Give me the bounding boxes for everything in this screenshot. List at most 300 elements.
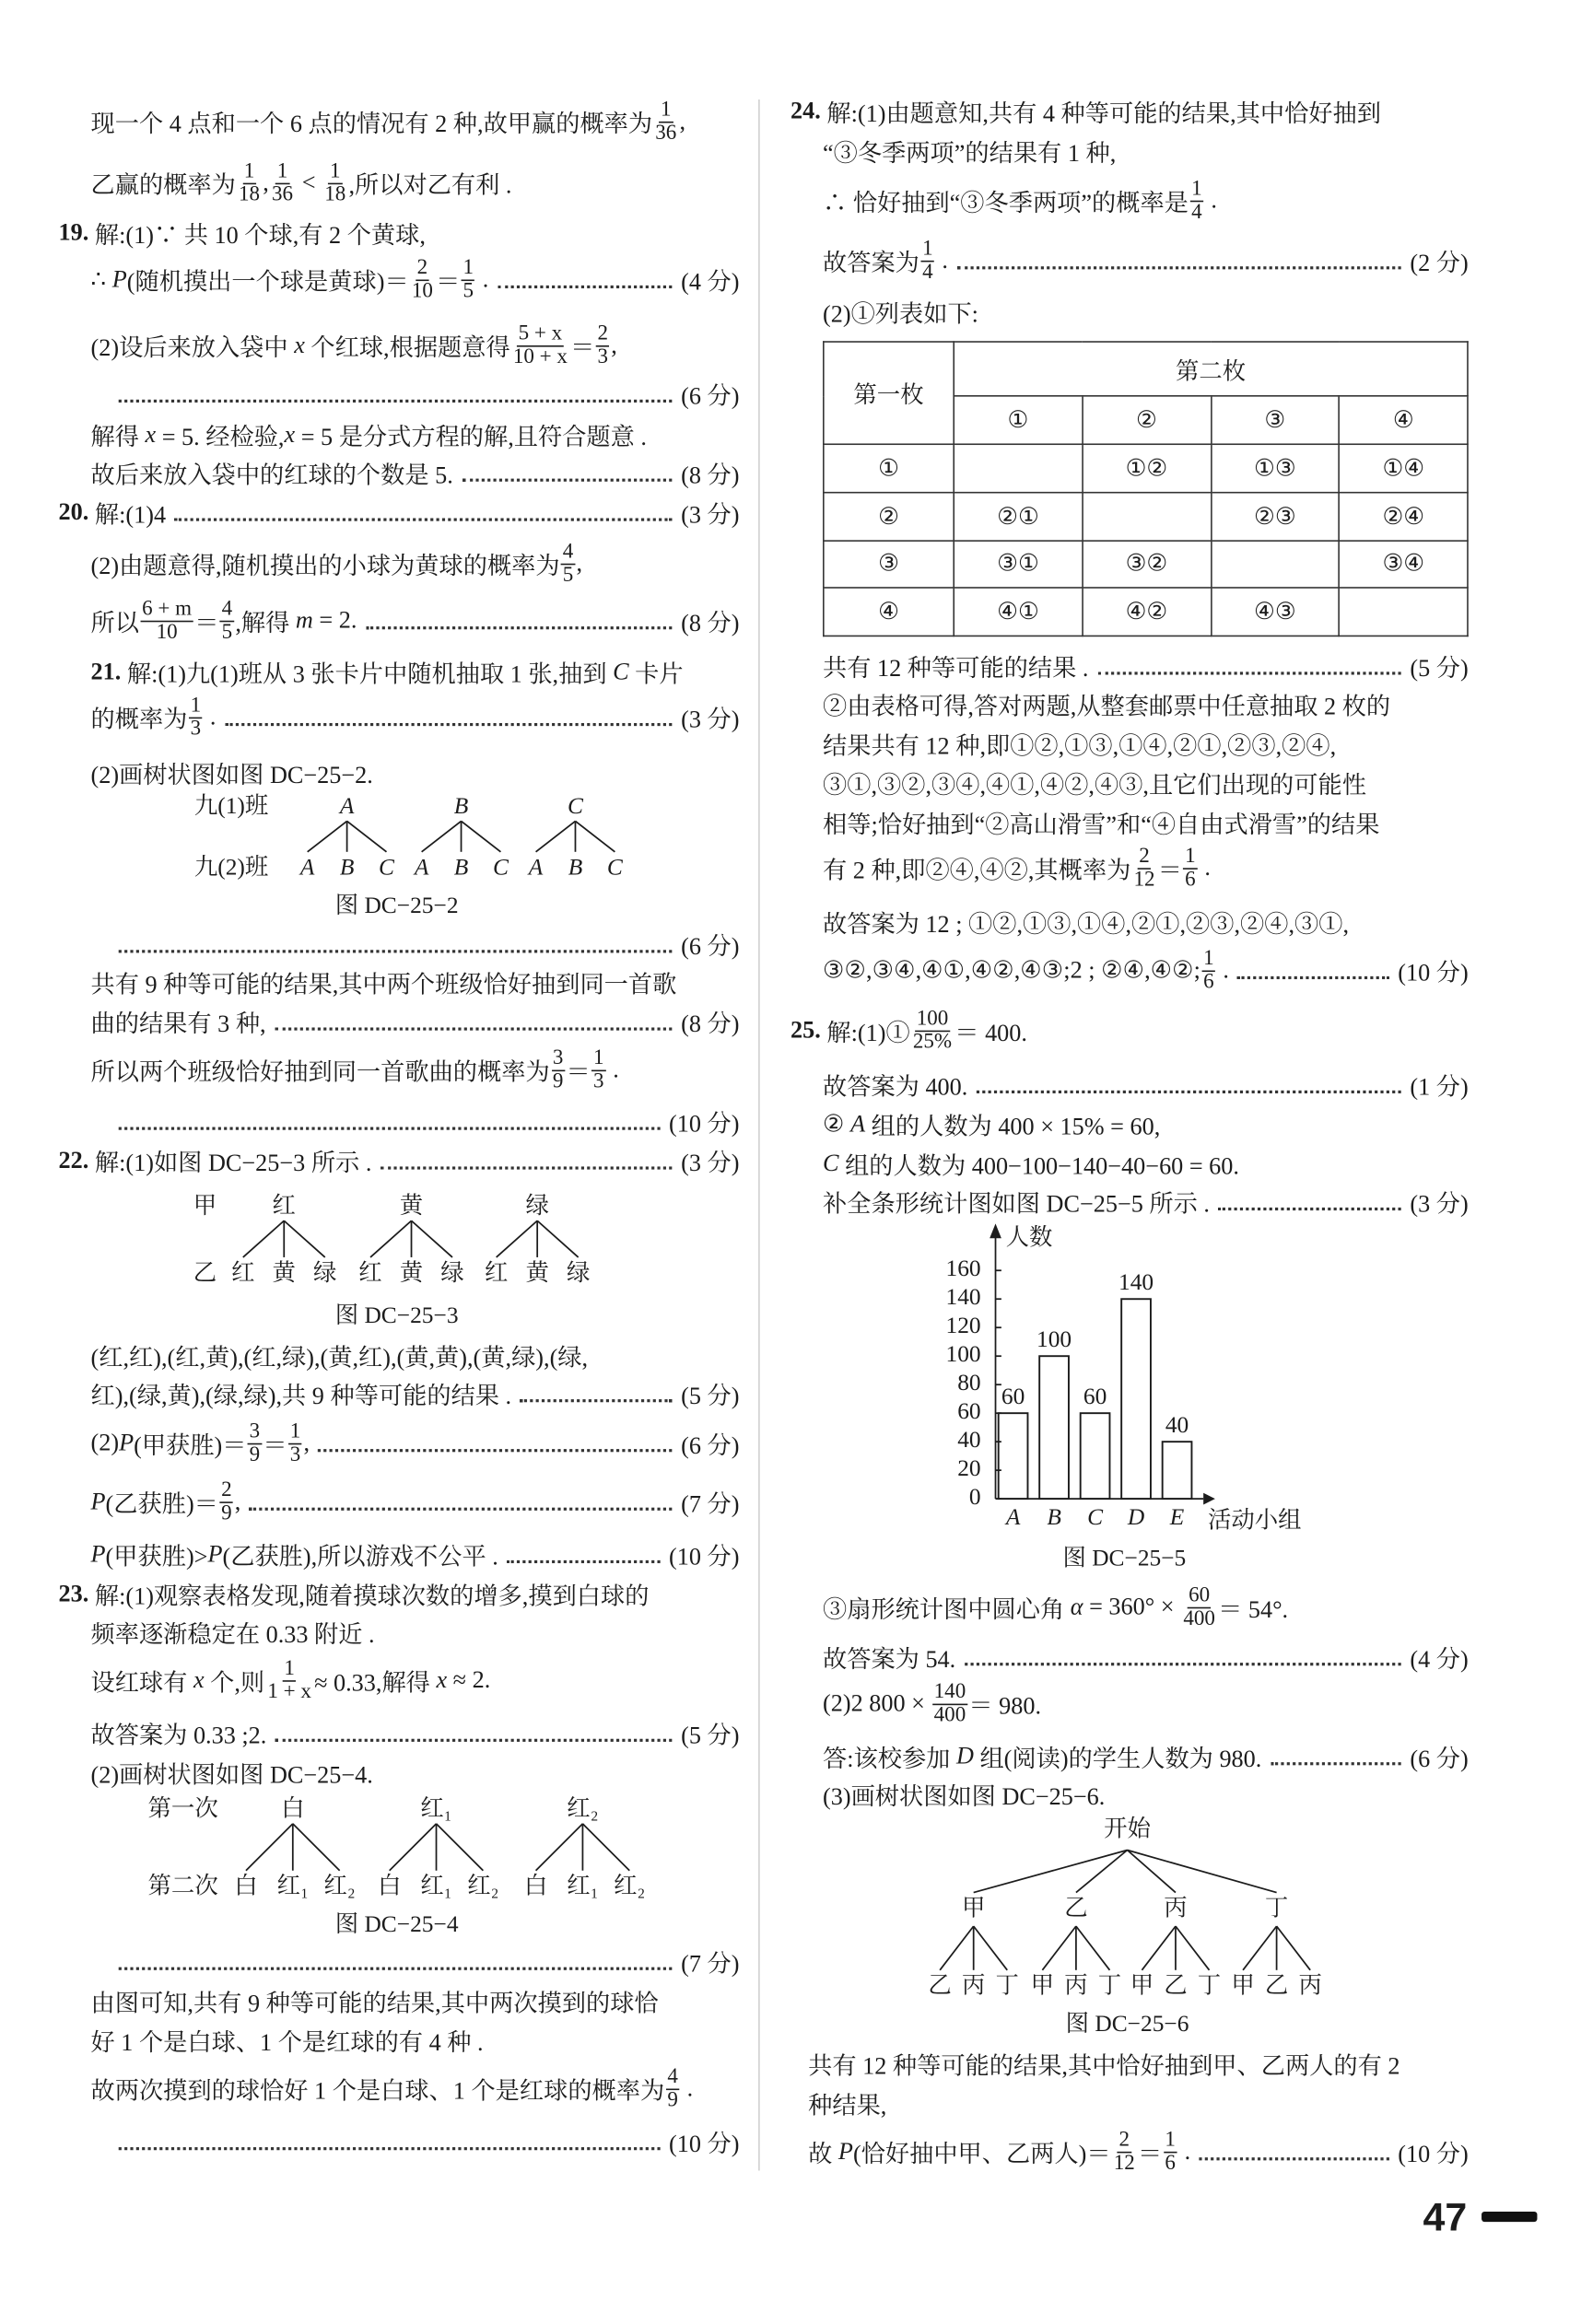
column-label: ①	[954, 396, 1082, 444]
denominator: 9	[249, 1442, 261, 1466]
tree-node: 黄	[525, 1259, 549, 1286]
text: <	[296, 168, 322, 196]
row-label: ①	[824, 444, 954, 492]
numerator: 1	[661, 97, 672, 122]
denominator: 36	[655, 121, 677, 145]
denominator: 5	[463, 278, 474, 303]
score-label: (8 分)	[681, 609, 740, 637]
y-tick-label: 20	[957, 1454, 981, 1481]
text: “③冬季两项”的结果有 1 种,	[823, 138, 1117, 168]
math-variable: P	[207, 1539, 223, 1568]
text: .	[606, 1055, 619, 1083]
row-header: 第一枚	[824, 342, 954, 444]
text: (红,红),(红,黄),(红,绿),(黄,红),(黄,黄),(黄,绿),(绿,	[90, 1343, 589, 1372]
text: .	[476, 264, 489, 293]
text: 答:该校参加	[823, 1745, 956, 1773]
tree-row-label: 九(2)班	[193, 854, 269, 881]
text: 共有 12 种等可能的结果,其中恰好抽到甲、乙两人的有 2	[808, 2051, 1400, 2080]
text: 故	[808, 2140, 838, 2168]
score-label: (3 分)	[1410, 1189, 1469, 1219]
tree-branch	[575, 821, 615, 851]
text: 组的人数为 400 × 15% = 60,	[865, 1112, 1161, 1140]
column-label: ④	[1340, 396, 1468, 444]
numerator: 5 + x	[518, 321, 563, 345]
tree-node: 红₁	[420, 1795, 452, 1822]
tree-node: C	[568, 792, 583, 819]
tree-node: 白	[281, 1795, 305, 1822]
numerator: 1	[1165, 2127, 1176, 2152]
text: 故答案为 54.	[823, 1645, 956, 1674]
tree-node: 甲	[1030, 1972, 1055, 1999]
denominator: 3	[190, 716, 202, 741]
tree-node: 白	[234, 1873, 258, 1899]
text: ,所以对乙有利 .	[348, 170, 512, 200]
text: 解:(1)①	[820, 1018, 910, 1047]
text: 好 1 个是白球、1 个是红球的有 4 种 .	[90, 2028, 484, 2057]
score-label: (10 分)	[668, 1542, 740, 1571]
text: ,	[303, 1428, 310, 1457]
denominator: 3	[289, 1442, 301, 1466]
numerator: 6 + m	[142, 596, 193, 620]
x-axis-label: 活动小组	[1207, 1507, 1302, 1534]
question-number: 24.	[790, 96, 821, 125]
score-label: (5 分)	[681, 1721, 740, 1749]
question-number: 25.	[790, 1015, 821, 1044]
bar-value-label: 60	[1083, 1384, 1107, 1410]
tree-branch	[1277, 1926, 1311, 1970]
tree-branch	[1176, 1926, 1210, 1970]
tree-branch	[1076, 1926, 1110, 1970]
tree-node: C	[492, 854, 509, 881]
x-tick-label: B	[1047, 1504, 1061, 1531]
text: .	[204, 702, 217, 730]
y-tick-label: 0	[968, 1483, 981, 1510]
text: ＝	[263, 1431, 287, 1460]
denominator: 10	[411, 278, 433, 303]
bar-D	[1121, 1299, 1151, 1499]
math-variable: D	[955, 1741, 974, 1770]
tree-node: 红₂	[614, 1873, 646, 1899]
denominator: 4	[1191, 199, 1202, 224]
score-label: (3 分)	[681, 1149, 740, 1177]
text: 种结果,	[808, 2091, 887, 2120]
tree-node: 红	[231, 1259, 255, 1286]
text: (甲获胜)>	[105, 1542, 208, 1571]
text: (2)①列表如下:	[823, 299, 978, 328]
denominator: 18	[324, 181, 346, 206]
math-variable: P	[90, 1539, 106, 1568]
tree-branch	[370, 1220, 411, 1257]
question-number: 19.	[58, 217, 89, 246]
tree-branch	[582, 1824, 629, 1871]
numerator: 3	[249, 1419, 261, 1442]
tree-node: 甲	[1130, 1972, 1154, 1999]
math-variable: C	[613, 657, 629, 685]
bar-value-label: 100	[1036, 1326, 1072, 1353]
text: (乙获胜),所以游戏不公平 .	[222, 1542, 498, 1571]
score-label: (1 分)	[1410, 1072, 1469, 1101]
numerator: 60	[1189, 1582, 1211, 1606]
denominator: 5	[562, 562, 574, 587]
tree-node: 丁	[995, 1972, 1019, 1999]
tree-branch	[284, 1220, 324, 1257]
tree-node: B	[339, 854, 355, 881]
tree-node: 红₁	[420, 1873, 452, 1899]
denominator: 25%	[912, 1029, 953, 1054]
tree-node: 乙	[1164, 1972, 1188, 1999]
text: (2)由题意得,随机摸出的小球为黄球的概率为	[90, 552, 560, 580]
tree-branch	[437, 1824, 484, 1871]
bar-A	[999, 1413, 1028, 1499]
text: ,	[576, 548, 583, 578]
text: 结果共有 12 种,即①②,①③,①④,②①,②③,②④,	[823, 731, 1337, 760]
denominator: 36	[271, 181, 293, 206]
text: 曲的结果有 3 种,	[90, 1010, 266, 1038]
text: 卡片	[628, 660, 684, 688]
text: = 360° ×	[1083, 1592, 1181, 1621]
x-axis-arrow	[1203, 1493, 1215, 1505]
y-tick-label: 160	[945, 1255, 981, 1282]
tree-node: 红₁	[276, 1873, 309, 1899]
score-label: (3 分)	[681, 500, 740, 529]
tree-row-label: 第一次	[147, 1795, 218, 1822]
text: ,解得	[235, 609, 296, 637]
table-cell: ③④	[1340, 540, 1468, 588]
denominator: 10	[156, 619, 178, 644]
tree-node: C	[606, 854, 623, 881]
numerator: 1	[1203, 946, 1214, 970]
text: ＝ 980.	[968, 1691, 1042, 1721]
text: ,	[611, 331, 617, 359]
denominator: 9	[667, 2087, 678, 2112]
text: (2)画树状图如图 DC−25−4.	[90, 1760, 373, 1789]
column-label: ②	[1083, 396, 1211, 444]
tree-node: A	[339, 792, 355, 819]
row-label: ④	[824, 588, 954, 636]
text: 补全条形统计图如图 DC−25−5 所示 .	[823, 1189, 1210, 1219]
tree-node: A	[528, 854, 544, 881]
numerator: 4	[221, 596, 233, 620]
y-tick-label: 140	[945, 1284, 981, 1311]
bar-value-label: 60	[1001, 1384, 1025, 1410]
tree-node: 乙	[1064, 1895, 1088, 1921]
numerator: 1	[289, 1419, 301, 1442]
numerator: 2	[597, 321, 609, 345]
math-variable: m	[295, 605, 313, 635]
text: (恰好抽中甲、乙两人)＝	[852, 2140, 1111, 2168]
table-cell: ②①	[954, 492, 1082, 540]
text: ③②,③④,④①,④②,④③;2 ; ②④,④②;	[823, 955, 1200, 984]
math-variable: x	[284, 420, 296, 449]
figure-caption: 图 DC−25−4	[334, 1910, 459, 1937]
text: 所以两个班级恰好抽到同一首歌曲的概率为	[90, 1057, 550, 1087]
text: 个红球,根据题意得	[304, 333, 510, 362]
math-variable: x	[193, 1665, 205, 1694]
column-header: 第二枚	[954, 342, 1468, 396]
tree-branch	[422, 821, 462, 851]
score-label: (2 分)	[1410, 249, 1469, 277]
text: 共有 9 种等可能的结果,其中两个班级恰好抽到同一首歌	[90, 970, 677, 999]
text: ∴	[90, 264, 112, 293]
tree-node: B	[453, 854, 469, 881]
table-cell: ④②	[1083, 588, 1211, 636]
text: .	[1216, 955, 1229, 984]
tree-node: 红₁	[567, 1873, 599, 1899]
y-tick-label: 80	[957, 1370, 981, 1396]
tree-branch	[243, 1220, 284, 1257]
denominator: 3	[592, 1069, 604, 1093]
tree-node: B	[453, 792, 469, 819]
numerator: 1	[463, 255, 474, 279]
x-tick-label: A	[1005, 1504, 1021, 1531]
text: = 5 是分式方程的解,且符合题意 .	[295, 423, 647, 451]
y-axis-label: 人数	[1005, 1224, 1053, 1251]
figure-caption: 图 DC−25−2	[334, 893, 459, 919]
figure-caption: 图 DC−25−5	[1062, 1545, 1187, 1571]
text: ＝ 54°.	[1218, 1595, 1289, 1624]
text: 故后来放入袋中的红球的个数是 5.	[90, 461, 453, 489]
text: .	[935, 245, 948, 274]
score-label: (7 分)	[681, 1949, 740, 1978]
numerator: 100	[916, 1006, 949, 1030]
text: ＝ 400.	[954, 1018, 1027, 1047]
tree-node: 甲	[961, 1895, 986, 1921]
tree-row-label: 九(1)班	[193, 792, 269, 819]
table-cell: ②③	[1211, 492, 1339, 540]
text: (2)画树状图如图 DC−25−2.	[90, 761, 373, 789]
tree-branch	[390, 1824, 437, 1871]
question-number: 21.	[90, 657, 122, 685]
text: 解:(1)如图 DC−25−3 所示 .	[88, 1149, 372, 1177]
bar-C	[1081, 1413, 1110, 1499]
math-variable: P	[119, 1428, 135, 1457]
table-cell: ④①	[954, 588, 1082, 636]
numerator: 4	[562, 539, 574, 563]
tree-branch	[497, 1220, 537, 1257]
tree-node: A	[299, 854, 315, 881]
text: 解得	[90, 423, 146, 451]
text: 解:(1)九(1)班从 3 张卡片中随机抽取 1 张,抽到	[121, 660, 614, 688]
score-label: (5 分)	[681, 1382, 740, 1410]
tree-branch	[536, 821, 576, 851]
tree-node: 丁	[1097, 1972, 1122, 1999]
numerator: 1	[276, 158, 288, 182]
score-label: (10 分)	[668, 1109, 740, 1138]
question-number: 20.	[58, 497, 89, 526]
text: 解:(1)由题意知,共有 4 种等可能的结果,其中恰好抽到	[820, 99, 1381, 128]
text: ≈ 2.	[447, 1665, 491, 1694]
text: .	[1178, 2136, 1191, 2166]
tree-node: 黄	[399, 1192, 424, 1219]
table-cell: ③②	[1083, 540, 1211, 588]
x-tick-label: E	[1169, 1504, 1185, 1531]
text: 现一个 4 点和一个 6 点的情况有 2 种,故甲赢的概率为	[90, 110, 653, 138]
text: 设红球有	[90, 1668, 193, 1697]
y-tick-label: 60	[957, 1398, 981, 1425]
text: = 2.	[312, 605, 357, 635]
math-variable: P	[837, 2136, 853, 2166]
table-cell: ②④	[1340, 492, 1468, 540]
text: 乙赢的概率为	[90, 170, 236, 200]
tree-branch	[412, 1220, 452, 1257]
text: (3)画树状图如图 DC−25−6.	[823, 1782, 1106, 1811]
text: ＝	[1138, 2140, 1163, 2168]
text: .	[1198, 853, 1211, 882]
text: 解:(1)观察表格发现,随着摸球次数的增多,摸到白球的	[88, 1582, 650, 1610]
score-label: (3 分)	[681, 705, 740, 734]
numerator: 1	[1191, 176, 1202, 200]
score-label: (8 分)	[681, 1010, 740, 1038]
numerator: 2	[1118, 2127, 1130, 2152]
text: 故两次摸到的球恰好 1 个是白球、1 个是红球的概率为	[90, 2076, 665, 2105]
tree-branch	[293, 1824, 340, 1871]
text: = 5. 经检验,	[156, 423, 285, 451]
tree-node: 乙	[928, 1972, 952, 1999]
numerator: 1	[243, 158, 255, 182]
score-label: (6 分)	[1410, 1745, 1469, 1773]
text: ∴ 恰好抽到“③冬季两项”的概率是	[823, 188, 1189, 217]
y-tick-label: 120	[945, 1313, 981, 1339]
bar-B	[1039, 1356, 1069, 1499]
numerator: 1	[284, 1655, 295, 1680]
denominator: 400	[1183, 1606, 1215, 1630]
column-label: ③	[1211, 396, 1339, 444]
tree-row-label: 第二次	[147, 1873, 218, 1899]
score-label: (10 分)	[1398, 958, 1469, 987]
y-tick-label: 40	[957, 1426, 981, 1453]
page-number-bar	[1481, 2212, 1537, 2222]
text: 解:(1)4	[88, 500, 167, 529]
text: 所以	[90, 609, 139, 637]
tree-node: 乙	[1264, 1972, 1289, 1999]
tree-node: B	[568, 854, 583, 881]
text: (乙获胜)＝	[105, 1489, 218, 1518]
text: (甲获胜)＝	[134, 1431, 247, 1460]
text: (随机摸出一个球是黄球)＝	[126, 267, 409, 296]
question-number: 22.	[58, 1146, 89, 1174]
denominator: 400	[933, 1702, 966, 1727]
numerator: 1	[1185, 844, 1196, 868]
tree-node: 绿	[313, 1259, 337, 1286]
text: (2)设后来放入袋中	[90, 333, 295, 362]
tree-branch	[536, 1824, 583, 1871]
denominator: 10 + x	[512, 345, 568, 368]
score-label: (10 分)	[1398, 2140, 1469, 2168]
numerator: 2	[1139, 844, 1150, 868]
score-label: (5 分)	[1410, 654, 1469, 683]
tree-node: 丁	[1264, 1895, 1289, 1921]
bar-E	[1163, 1442, 1192, 1499]
tree-node: 丙	[1064, 1972, 1088, 1999]
tree-branch	[347, 821, 387, 851]
numerator: 1	[922, 236, 933, 261]
numerator: 3	[552, 1045, 564, 1069]
numerator: 2	[416, 255, 428, 279]
numerator: 140	[933, 1679, 966, 1703]
tree-branch	[1142, 1926, 1176, 1970]
text: 有 2 种,即②④,④②,其概率为	[823, 856, 1131, 884]
denominator: 3	[597, 345, 609, 368]
math-variable: A	[850, 1109, 866, 1138]
tree-node: 黄	[399, 1259, 424, 1286]
tree-node: 丙	[961, 1972, 986, 1999]
text: 由图可知,共有 9 种等可能的结果,其中两次摸到的球恰	[90, 1989, 659, 2017]
math-variable: x	[145, 420, 157, 449]
table-cell: ①③	[1211, 444, 1339, 492]
text: 解:(1)∵ 共 10 个球,有 2 个黄球,	[88, 220, 426, 250]
text: 个,则	[204, 1668, 265, 1697]
row-label: ②	[824, 492, 954, 540]
table-cell: ①④	[1340, 444, 1468, 492]
math-variable: x	[294, 331, 305, 359]
denominator: 12	[1133, 867, 1155, 891]
score-label: (4 分)	[1410, 1645, 1469, 1674]
tree-row-label: 甲	[193, 1192, 217, 1219]
text: ②	[823, 1109, 851, 1138]
denominator: 6	[1203, 969, 1214, 994]
tree-node: 红	[484, 1259, 509, 1286]
table-cell: ④③	[1211, 588, 1339, 636]
score-label: (8 分)	[681, 461, 740, 489]
bar-value-label: 40	[1165, 1412, 1189, 1439]
bar-value-label: 140	[1118, 1269, 1154, 1296]
figure-caption: 图 DC−25−6	[1065, 2011, 1189, 2038]
numerator: 2	[221, 1477, 232, 1501]
tree-row-label: 乙	[193, 1259, 217, 1286]
tree-node: 白	[377, 1873, 402, 1899]
text: 频率逐渐稳定在 0.33 附近 .	[90, 1620, 375, 1649]
tree-branch	[974, 1926, 1008, 1970]
text: ②由表格可得,答对两题,从整套邮票中任意抽取 2 枚的	[823, 692, 1391, 720]
numerator: 4	[667, 2064, 678, 2088]
tree-branch	[974, 1850, 1128, 1892]
text: ③扇形统计图中圆心角	[823, 1595, 1071, 1624]
text: .	[681, 2073, 694, 2102]
math-variable: P	[111, 264, 127, 293]
score-label: (7 分)	[681, 1489, 740, 1518]
text: ＝	[1157, 856, 1182, 884]
question-number: 23.	[58, 1579, 89, 1607]
text: ＝	[436, 267, 461, 296]
denominator: 18	[239, 181, 261, 206]
tree-branch	[1128, 1850, 1277, 1892]
denominator: 9	[221, 1501, 232, 1524]
text: ③①,③②,③④,④①,④②,④③,且它们出现的可能性	[823, 771, 1366, 800]
text: 相等;恰好抽到“②高山滑雪”和“④自由式滑雪”的结果	[823, 811, 1380, 839]
numerator: 1	[330, 158, 341, 182]
tree-node: 红₂	[467, 1873, 499, 1899]
table-cell: ③①	[954, 540, 1082, 588]
tree-branch	[462, 821, 501, 851]
text: ＝	[194, 609, 219, 637]
tree-branch	[308, 821, 347, 851]
text: (2)2 800 ×	[823, 1688, 931, 1717]
tree-branch	[537, 1220, 578, 1257]
numerator: 1	[592, 1045, 604, 1069]
score-label: (6 分)	[681, 1431, 740, 1460]
denominator: 12	[1113, 2151, 1135, 2175]
text: ,	[679, 106, 686, 135]
numerator: 1	[190, 693, 202, 717]
tree-branch	[1243, 1926, 1277, 1970]
figure-caption: 图 DC−25−3	[334, 1302, 459, 1328]
x-tick-label: C	[1087, 1504, 1104, 1531]
text: 故答案为 12 ; ①②,①③,①④,②①,②③,②④,③①,	[823, 910, 1350, 939]
denominator: 6	[1185, 867, 1196, 891]
tree-node: 甲	[1231, 1972, 1255, 1999]
tree-node: A	[414, 854, 429, 881]
x-tick-label: D	[1127, 1504, 1145, 1531]
